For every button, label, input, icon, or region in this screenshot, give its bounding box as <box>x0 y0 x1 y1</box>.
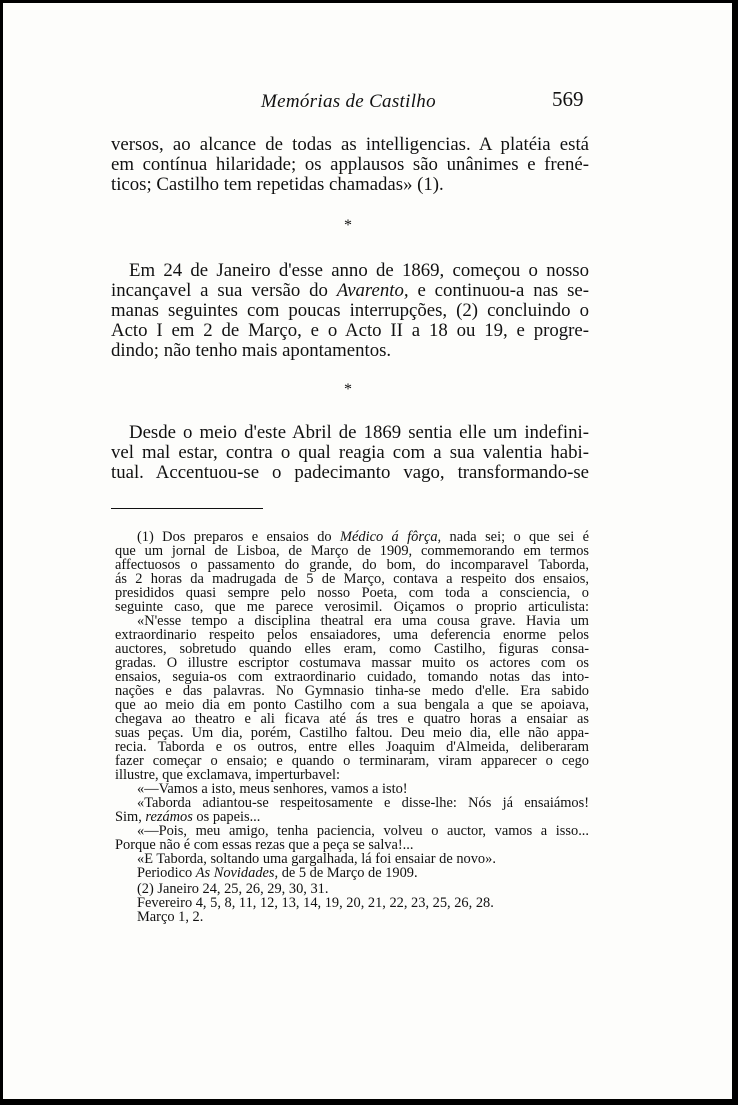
footnote-line: «Taborda adiantou-se respeitosamente e disse-lhe: Nós já ensaiámos! <box>137 795 589 811</box>
footnote-line: que ao meio dia em ponto Castilho com a sua bengala a que se apoiava, <box>115 697 589 713</box>
text-line: em contínua hilaridade; os applausos são unânimes e frené- <box>111 154 589 175</box>
footnote-line: suas peças. Um dia, porém, Castilho faltou. Deu meio dia, elle não appa- <box>115 725 589 741</box>
footnote-line: nações e das palavras. No Gymnasio tinha-se medo d'elle. Era sabido <box>115 683 589 699</box>
running-header-title: Memórias de Castilho <box>261 91 436 112</box>
text-segment: nada sei; o que sei é <box>441 529 589 545</box>
text-line: tual. Accentuou-se o padecimanto vago, transformando-se <box>111 462 589 483</box>
work-title: Avarento, <box>336 280 409 301</box>
page-number: 569 <box>552 87 584 111</box>
footnote-line: «—Vamos a isto, meus senhores, vamos a isto! <box>137 781 408 797</box>
footnote-rule <box>111 508 263 509</box>
emphasized-word: rezámos <box>145 809 193 825</box>
text-segment: de 5 de Março de 1909. <box>278 865 418 881</box>
text-line: Acto I em 2 de Março, e o Acto II a 18 ou 19, e progre- <box>111 320 589 341</box>
text-line: Em 24 de Janeiro d'esse anno de 1869, começou o nosso <box>129 260 589 281</box>
text-segment: e continuou-a nas se- <box>408 280 589 301</box>
footnote-line: «N'esse tempo a disciplina theatral era uma cousa grave. Havia um <box>137 613 589 629</box>
footnote-line: auctores, sobretudo quando elles eram, como Castilho, figuras consa- <box>115 641 589 657</box>
section-separator: * <box>344 381 352 398</box>
text-segment: Periodico <box>137 865 196 881</box>
text-line: versos, ao alcance de todas as intelligencias. A platéia está <box>111 134 589 155</box>
section-separator: * <box>344 217 352 234</box>
footnote-line: (2) Janeiro 24, 25, 26, 29, 30, 31. <box>137 881 329 897</box>
footnote-line: seguinte caso, que me parece verosimil. Oiçamos o proprio articulista: <box>115 599 589 615</box>
footnote-line: ensaios, seguia-os com extraordinario cuidado, tomando notas das into- <box>115 669 589 685</box>
footnote-line: «—Pois, meu amigo, tenha paciencia, volveu o auctor, vamos a isso... <box>137 823 589 839</box>
text-line: ticos; Castilho tem repetidas chamadas» (1). <box>111 174 444 195</box>
footnote-line: illustre, que exclamava, imperturbavel: <box>115 767 340 783</box>
footnote-line: «E Taborda, soltando uma gargalhada, lá foi ensaiar de novo». <box>137 851 496 867</box>
footnote-line <box>137 866 589 880</box>
footnote-line: ás 2 horas da madrugada de 5 de Março, contava a respeito dos ensaios, <box>115 571 589 587</box>
text-line: vel mal estar, contra o qual reagia com a sua valentia habi- <box>111 442 589 463</box>
footnote-line: que um jornal de Lisboa, de Março de 1909, commemorando em termos <box>115 543 589 559</box>
footnote-line: chegava ao theatro e ali ficava até ás tres e quatro horas a ensaiar as <box>115 711 589 727</box>
work-title: Médico á fôrça, <box>340 529 442 545</box>
text-segment: os papeis... <box>192 809 261 825</box>
paragraph-2 <box>111 261 589 361</box>
work-title: As Novidades, <box>195 865 279 881</box>
text-line: dindo; não tenho mais apontamentos. <box>111 340 392 361</box>
footnote-line <box>115 810 589 824</box>
text-line <box>111 281 589 301</box>
paragraph-1 <box>111 135 589 195</box>
footnote-line: presididos quasi sempre pelo nosso Poeta, com toda a consciencia, o <box>115 585 589 601</box>
footnote-line: gradas. O illustre escriptor costumava massar muito os actores com os <box>115 655 589 671</box>
footnote-line: Fevereiro 4, 5, 8, 11, 12, 13, 14, 19, 20, 21, 22, 23, 25, 26, 28. <box>137 895 494 911</box>
footnote-line: extraordinario respeito pelos ensaiadores, uma deferencia enorme pelos <box>115 627 589 643</box>
footnote-line: recia. Taborda e os outros, entre elles Joaquim d'Almeida, deliberaram <box>115 739 589 755</box>
text-segment: Sim, <box>115 809 146 825</box>
footnote-line: Março 1, 2. <box>137 909 204 925</box>
text-segment: (1) Dos preparos e ensaios do <box>137 529 341 545</box>
footnote-line: Porque não é com essas rezas que a peça se salva!... <box>115 837 414 853</box>
footnote-line <box>137 530 589 544</box>
footnote-line: affectuosos o passamento do grande, do bom, do incomparavel Taborda, <box>115 557 589 573</box>
text-line: manas seguintes com poucas interrupções, (2) concluindo o <box>111 300 589 321</box>
footnote-line: fazer começar o ensaio; e quando o terminaram, viram apparecer o cego <box>115 753 589 769</box>
text-line: Desde o meio d'este Abril de 1869 sentia elle um indefini- <box>129 422 589 443</box>
paragraph-3 <box>111 423 589 483</box>
text-segment: incançavel a sua versão do <box>111 280 337 301</box>
